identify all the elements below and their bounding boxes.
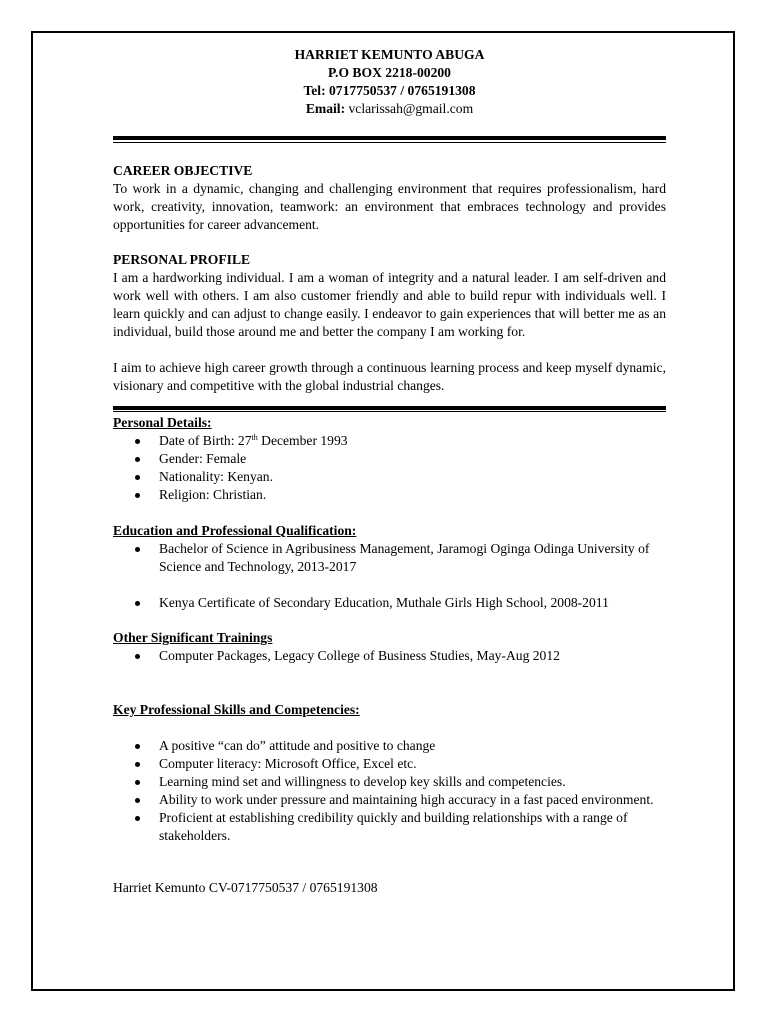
po-box: P.O BOX 2218-00200 bbox=[328, 65, 451, 80]
footer-text: Harriet Kemunto CV-0717750537 / 0765191308 bbox=[113, 880, 378, 895]
list-item: Learning mind set and willingness to develop key skills and competencies. bbox=[159, 773, 666, 791]
list-item: Kenya Certificate of Secondary Education, Muthale Girls High School, 2008-2011 bbox=[159, 594, 666, 612]
career-objective-heading: CAREER OBJECTIVE bbox=[113, 162, 253, 178]
education-list bbox=[113, 540, 666, 612]
skills-heading: Key Professional Skills and Competencies: bbox=[113, 702, 360, 717]
cv-document bbox=[113, 46, 666, 897]
personal-details-list bbox=[113, 432, 666, 504]
trainings-heading: Other Significant Trainings bbox=[113, 630, 273, 645]
list-item: Bachelor of Science in Agribusiness Management, Jaramogi Oginga Odinga University of Science and Technology, 2013-2017 bbox=[159, 540, 666, 576]
email-value[interactable]: vclarissah@gmail.com bbox=[345, 101, 474, 116]
list-item: A positive “can do” attitude and positive to change bbox=[159, 737, 666, 755]
trainings-list bbox=[113, 647, 666, 665]
list-item: Gender: Female bbox=[159, 450, 666, 468]
skills-list bbox=[113, 737, 666, 845]
telephone: Tel: 0717750537 / 0765191308 bbox=[303, 83, 476, 98]
personal-profile-heading: PERSONAL PROFILE bbox=[113, 251, 251, 267]
list-item: Computer Packages, Legacy College of Business Studies, May-Aug 2012 bbox=[159, 647, 666, 665]
personal-profile-para-1: I am a hardworking individual. I am a woman of integrity and a natural leader. I am self-driven and work well with others. I am also customer friendly and able to build repur with individuals well. I learn quickly and can adjust to change easily. I endeavor to gain experiences that will better me as an individual, build those around me and better the company I am working for. bbox=[113, 269, 666, 339]
list-item: Religion: Christian. bbox=[159, 486, 666, 504]
list-item: Nationality: Kenyan. bbox=[159, 468, 666, 486]
email-line bbox=[113, 100, 666, 118]
list-item bbox=[159, 432, 666, 450]
dob-sup: th bbox=[251, 433, 258, 442]
dob-prefix: Date of Birth: 27 bbox=[159, 433, 252, 448]
cv-header bbox=[113, 46, 666, 118]
candidate-name: HARRIET KEMUNTO ABUGA bbox=[294, 47, 485, 62]
list-item: Ability to work under pressure and maintaining high accuracy in a fast paced environment. bbox=[159, 791, 666, 809]
education-heading: Education and Professional Qualification: bbox=[113, 523, 357, 538]
list-item: Computer literacy: Microsoft Office, Excel etc. bbox=[159, 755, 666, 773]
list-item: Proficient at establishing credibility quickly and building relationships with a range of stakeholders. bbox=[159, 809, 666, 845]
dob-suffix: December 1993 bbox=[257, 433, 348, 448]
personal-profile-para-2: I aim to achieve high career growth through a continuous learning process and keep myself dynamic, visionary and competitive with the global industrial changes. bbox=[113, 359, 666, 393]
personal-details-heading: Personal Details: bbox=[113, 415, 212, 430]
career-objective-text: To work in a dynamic, changing and challenging environment that requires professionalism, hard work, creativity, innovation, teamwork: an environment that embraces technology and provides opportunities for career advancement. bbox=[113, 180, 666, 232]
email-label: Email: bbox=[305, 101, 346, 116]
